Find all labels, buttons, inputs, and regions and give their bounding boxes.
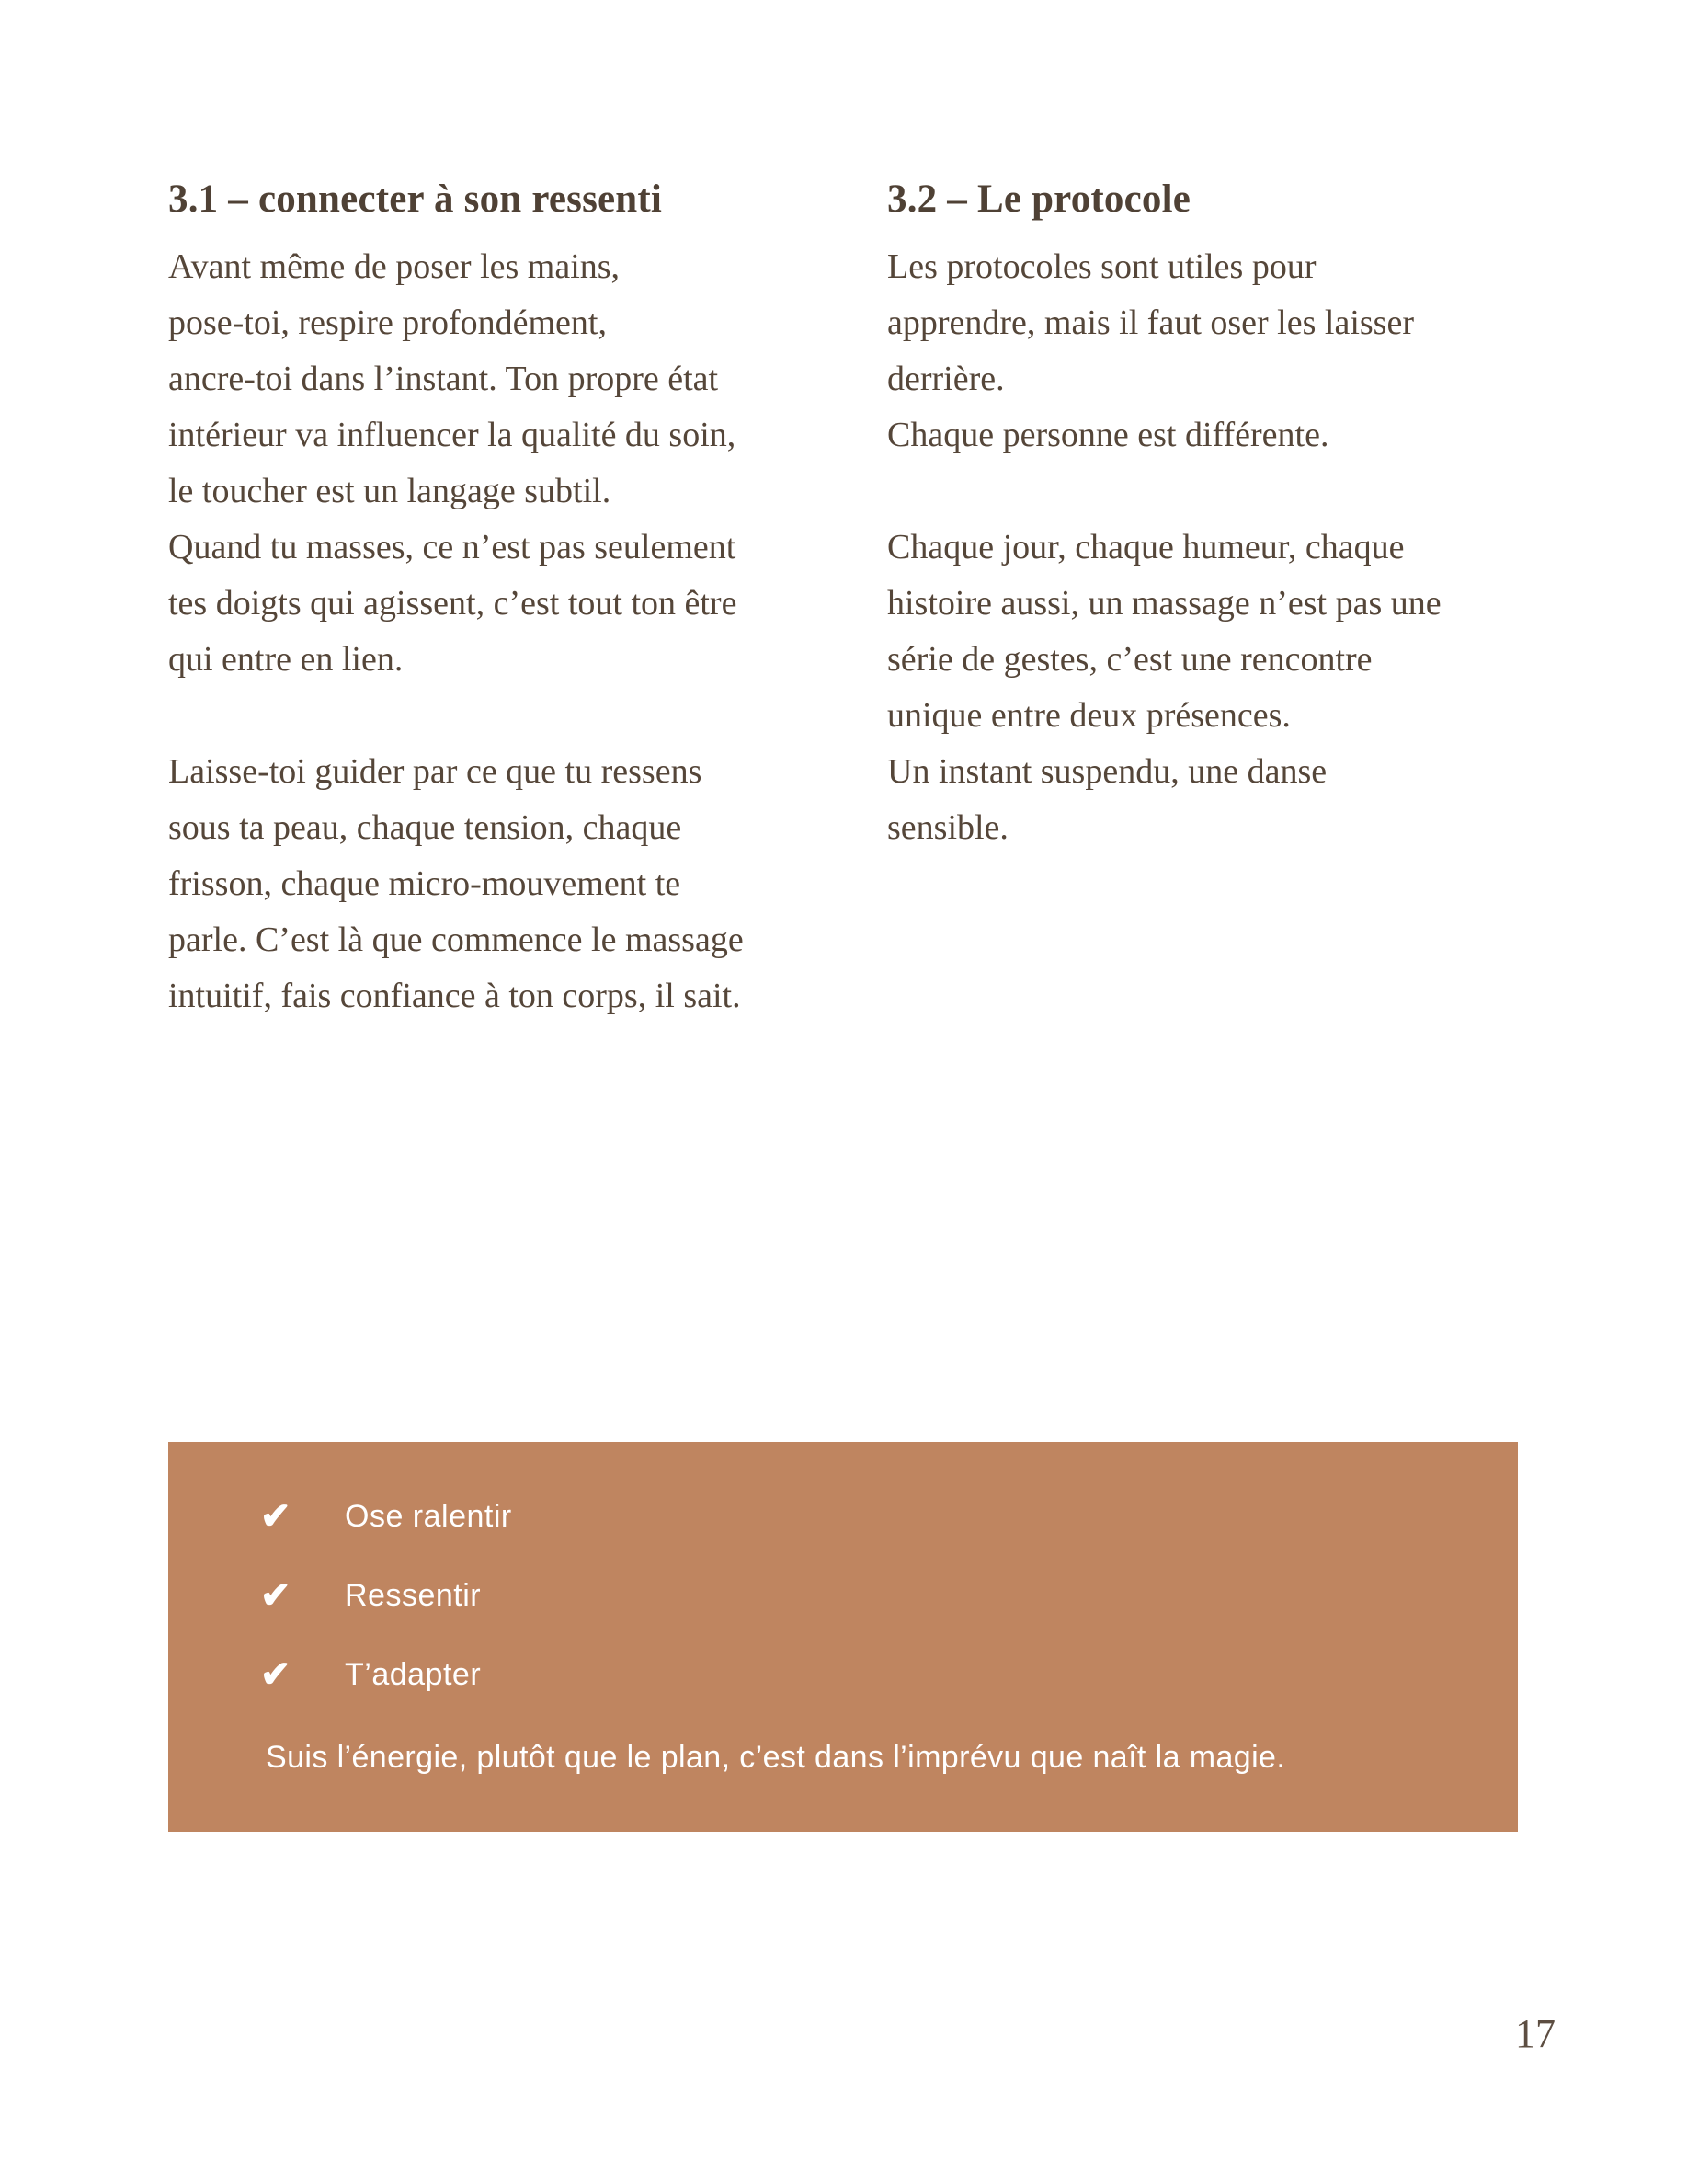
text-line: sous ta peau, chaque tension, chaque <box>168 808 682 847</box>
checklist-label: T’adapter <box>345 1656 482 1692</box>
text-line: Chaque jour, chaque humeur, chaque <box>887 528 1405 566</box>
text-line: pose-toi, respire profondément, <box>168 303 607 342</box>
text-line: derrière. <box>887 360 1005 398</box>
section-3-1 <box>168 171 744 1024</box>
text-line: unique entre deux présences. <box>887 696 1291 735</box>
check-icon: ✔ <box>260 1654 291 1695</box>
check-icon: ✔ <box>260 1496 291 1537</box>
section-heading: 3.1 – connecter à son ressenti <box>168 177 663 221</box>
text-line: Un instant suspendu, une danse <box>887 752 1328 791</box>
section-3-2 <box>887 171 1442 856</box>
text-line: parle. C’est là que commence le massage <box>168 920 744 959</box>
paragraph <box>168 239 744 688</box>
checklist-label: Ressentir <box>345 1577 482 1613</box>
paragraph <box>887 520 1442 856</box>
text-line: Avant même de poser les mains, <box>168 247 621 286</box>
text-line: ancre-toi dans l’instant. Ton propre état <box>168 360 719 398</box>
checklist-label: Ose ralentir <box>345 1498 512 1534</box>
text-line: qui entre en lien. <box>168 640 404 679</box>
text-line: histoire aussi, un massage n’est pas une <box>887 584 1442 623</box>
text-line: tes doigts qui agissent, c’est tout ton être <box>168 584 737 623</box>
page-number: 17 <box>1515 2011 1556 2056</box>
paragraph <box>887 239 1442 463</box>
text-line: série de gestes, c’est une rencontre <box>887 640 1373 679</box>
checklist-item <box>260 1646 1481 1703</box>
checklist-item <box>260 1567 1481 1624</box>
text-line: Chaque personne est différente. <box>887 416 1329 454</box>
text-line: apprendre, mais il faut oser les laisser <box>887 303 1414 342</box>
paragraph <box>168 744 744 1024</box>
text-line: le toucher est un langage subtil. <box>168 472 611 510</box>
text-line: Quand tu masses, ce n’est pas seulement <box>168 528 736 566</box>
section-heading: 3.2 – Le protocole <box>887 177 1191 221</box>
checklist-item <box>260 1488 1481 1545</box>
callout-footer-text: Suis l’énergie, plutôt que le plan, c’est dans l’imprévu que naît la magie. <box>266 1740 1286 1775</box>
text-line: intuitif, fais confiance à ton corps, il sait. <box>168 977 741 1015</box>
text-line: frisson, chaque micro-mouvement te <box>168 864 681 903</box>
text-line: intérieur va influencer la qualité du soin, <box>168 416 736 454</box>
text-line: Laisse-toi guider par ce que tu ressens <box>168 752 702 791</box>
text-line: sensible. <box>887 808 1009 847</box>
check-icon: ✔ <box>260 1575 291 1616</box>
callout-box <box>168 1442 1518 1832</box>
text-line: Les protocoles sont utiles pour <box>887 247 1317 286</box>
